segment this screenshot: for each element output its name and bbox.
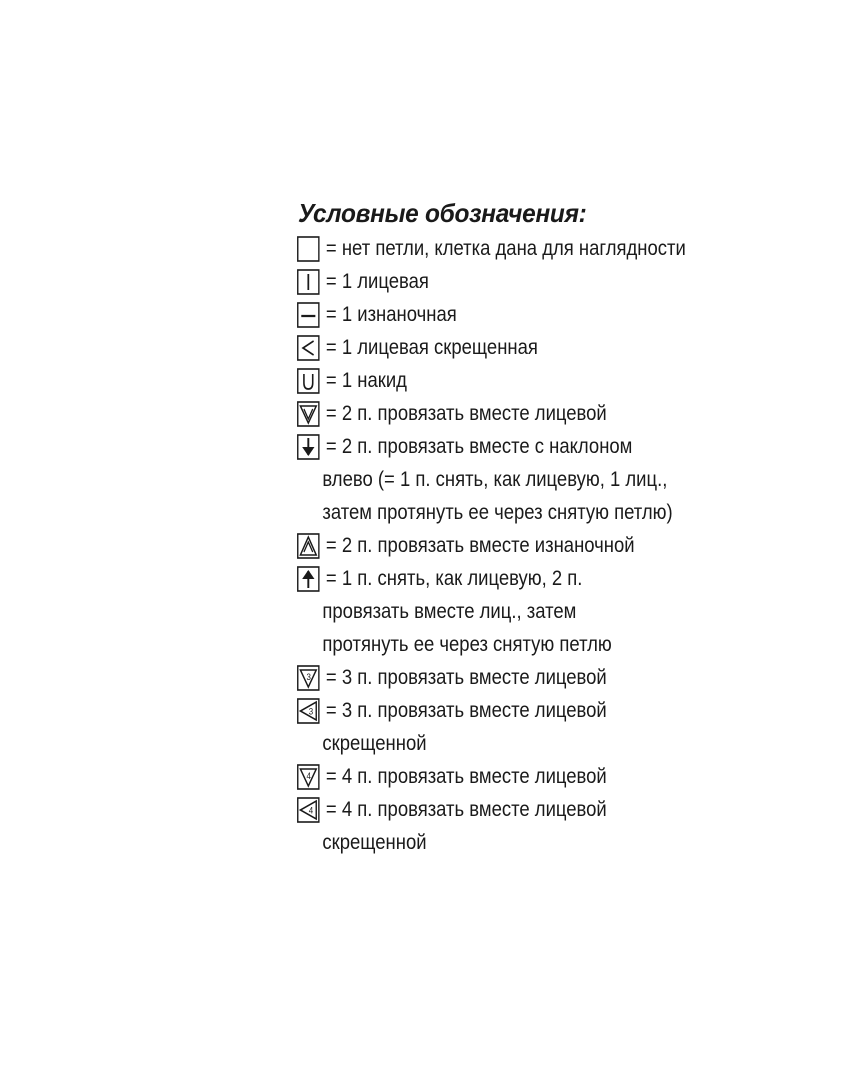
- svg-text:4: 4: [306, 770, 311, 782]
- purl-horizontal-bar-icon: [297, 302, 320, 328]
- svg-text:4: 4: [308, 805, 314, 816]
- legend-text: = нет петли, клетка дана для наглядности: [325, 237, 686, 260]
- legend-item-k3tog-twisted: [296, 694, 854, 760]
- legend-text: = 3 п. провязать вместе лицевой: [325, 666, 607, 689]
- legend-text: = 2 п. провязать вместе лицевой: [325, 402, 607, 425]
- legend-item-k4tog: [296, 760, 854, 793]
- legend-item-k3tog: [296, 661, 854, 694]
- legend-text: = 1 изнаночная: [325, 303, 457, 326]
- legend-text: = 1 лицевая скрещенная: [325, 336, 538, 359]
- legend-item-sk2p: [296, 562, 854, 661]
- legend-item-ssk: [296, 430, 854, 529]
- k3tog-twisted-triangle-left-icon: [297, 698, 320, 724]
- ssk-arrow-down-icon: [297, 434, 320, 460]
- empty-square-icon: [297, 236, 320, 262]
- k4tog-triangle-4-icon: [297, 764, 320, 790]
- yarn-over-u-icon: [297, 368, 320, 394]
- k2tog-triangle-down-icon: [297, 401, 320, 427]
- legend-text: = 1 лицевая: [325, 270, 429, 293]
- legend-item-knit: [296, 265, 854, 298]
- legend-text: = 4 п. провязать вместе лицевой: [325, 798, 607, 821]
- legend-text: скрещенной: [322, 831, 427, 854]
- legend-text: затем протянуть ее через снятую петлю): [322, 501, 673, 524]
- k4tog-twisted-triangle-left-icon: [297, 797, 320, 823]
- legend-item-purl: [296, 298, 854, 331]
- legend-text: = 2 п. провязать вместе с наклоном: [325, 435, 633, 458]
- legend-text: = 1 накид: [325, 369, 407, 392]
- legend-item-p2tog: [296, 529, 854, 562]
- legend-item-yarn-over: [296, 364, 854, 397]
- svg-text:3: 3: [308, 706, 314, 717]
- legend-text: влево (= 1 п. снять, как лицевую, 1 лиц.,: [322, 468, 668, 491]
- twisted-knit-less-than-icon: [297, 335, 320, 361]
- k3tog-triangle-3-icon: [297, 665, 320, 691]
- legend-text: скрещенной: [322, 732, 427, 755]
- p2tog-triangle-up-icon: [297, 533, 320, 559]
- legend-text: = 3 п. провязать вместе лицевой: [325, 699, 607, 722]
- legend-item-twisted-knit: [296, 331, 854, 364]
- legend-text: протянуть ее через снятую петлю: [322, 633, 612, 656]
- legend-item-no-stitch: [296, 232, 854, 265]
- symbol-legend: [296, 196, 856, 859]
- sk2p-arrow-up-icon: [297, 566, 320, 592]
- legend-text: = 2 п. провязать вместе изнаночной: [325, 534, 635, 557]
- legend-item-k2tog: [296, 397, 854, 430]
- legend-item-k4tog-twisted: [296, 793, 854, 859]
- legend-text: провязать вместе лиц., затем: [322, 600, 577, 623]
- legend-text: = 1 п. снять, как лицевую, 2 п.: [325, 567, 583, 590]
- svg-text:3: 3: [306, 671, 311, 683]
- legend-title: Условные обозначения:: [298, 198, 587, 228]
- knit-vertical-bar-icon: [297, 269, 320, 295]
- legend-text: = 4 п. провязать вместе лицевой: [325, 765, 607, 788]
